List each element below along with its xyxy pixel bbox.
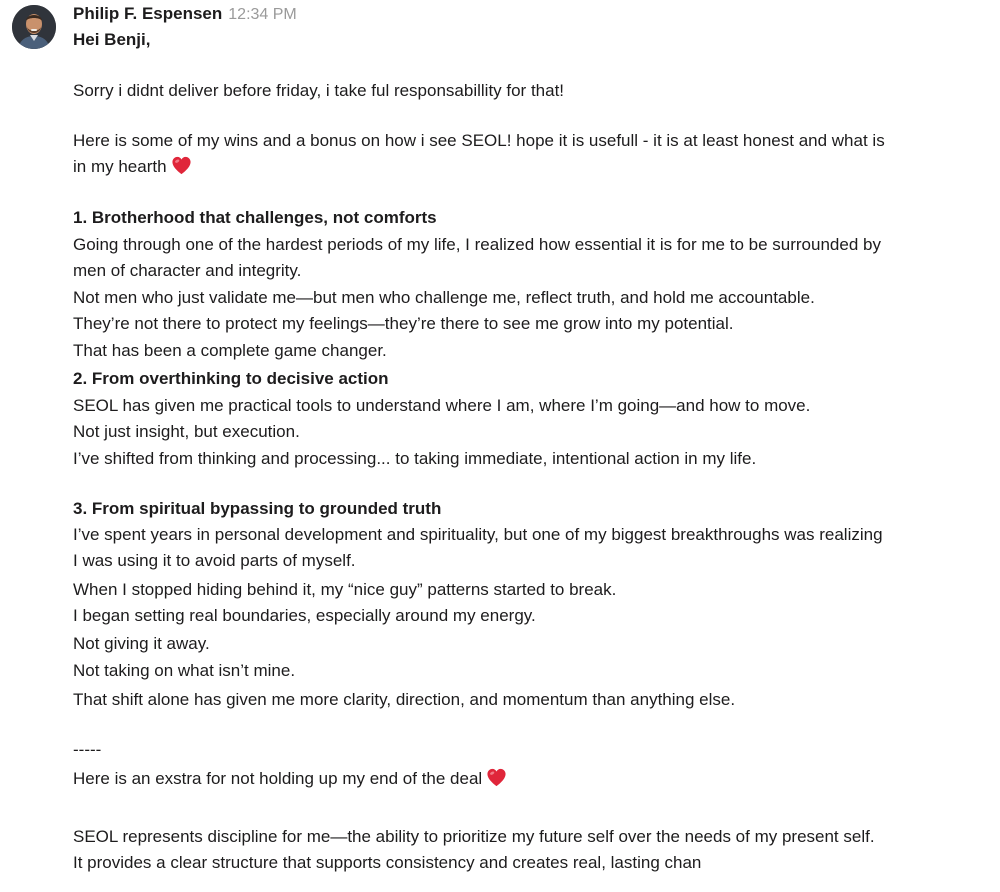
section-3-heading: 3. From spiritual bypassing to grounded truth <box>73 499 442 518</box>
avatar-photo-icon <box>12 5 56 49</box>
message-header <box>73 3 297 25</box>
section-3-line-6: Not taking on what isn’t mine. <box>73 661 296 680</box>
section-3-line-4: I began setting real boundaries, especially around my energy. <box>73 606 536 625</box>
extra-intro-text: Here is an exstra for not holding up my end of the deal <box>73 769 483 788</box>
extra-intro <box>73 768 507 790</box>
section-1-line-2: men of character and integrity. <box>73 261 302 280</box>
final-paragraph-line-1: SEOL represents discipline for me—the ability to prioritize my future self over the needs of my present self. <box>73 827 875 846</box>
greeting: Hei Benji, <box>73 30 151 49</box>
red-heart-icon <box>171 156 192 175</box>
apology-text: Sorry i didnt deliver before friday, i take ful responsabillity for that! <box>73 81 565 100</box>
section-2-line-3: I’ve shifted from thinking and processing... to taking immediate, intentional action in my life. <box>73 449 757 468</box>
section-1-heading: 1. Brotherhood that challenges, not comforts <box>73 208 437 227</box>
final-paragraph-line-2: It provides a clear structure that supports consistency and creates real, lasting chan <box>73 853 702 872</box>
avatar[interactable] <box>12 5 56 49</box>
divider-text: ----- <box>73 740 102 759</box>
section-3-line-7: That shift alone has given me more clarity, direction, and momentum than anything else. <box>73 690 736 709</box>
section-3-line-3: When I stopped hiding behind it, my “nice guy” patterns started to break. <box>73 580 617 599</box>
section-1-line-4: They’re not there to protect my feelings—they’re there to see me grow into my potential. <box>73 314 734 333</box>
section-3-line-1: I’ve spent years in personal development and spirituality, but one of my biggest breakthroughs was realizing <box>73 525 883 544</box>
section-2-heading: 2. From overthinking to decisive action <box>73 369 389 388</box>
section-1-line-5: That has been a complete game changer. <box>73 341 387 360</box>
section-3-line-2: I was using it to avoid parts of myself. <box>73 551 356 570</box>
section-1-line-3: Not men who just validate me—but men who challenge me, reflect truth, and hold me accountable. <box>73 288 815 307</box>
intro-text-line-2 <box>73 156 192 178</box>
intro-text-line-2-text: in my hearth <box>73 157 167 176</box>
sender-name[interactable]: Philip F. Espensen <box>73 4 223 23</box>
message-timestamp[interactable]: 12:34 PM <box>228 6 297 23</box>
section-1-line-1: Going through one of the hardest periods of my life, I realized how essential it is for me to be surrounded by <box>73 235 881 254</box>
section-3-line-5: Not giving it away. <box>73 634 210 653</box>
red-heart-icon <box>486 768 507 787</box>
section-2-line-1: SEOL has given me practical tools to understand where I am, where I’m going—and how to move. <box>73 396 811 415</box>
intro-text-line-1: Here is some of my wins and a bonus on how i see SEOL! hope it is usefull - it is at least honest and what is <box>73 131 885 150</box>
section-2-line-2: Not just insight, but execution. <box>73 422 300 441</box>
